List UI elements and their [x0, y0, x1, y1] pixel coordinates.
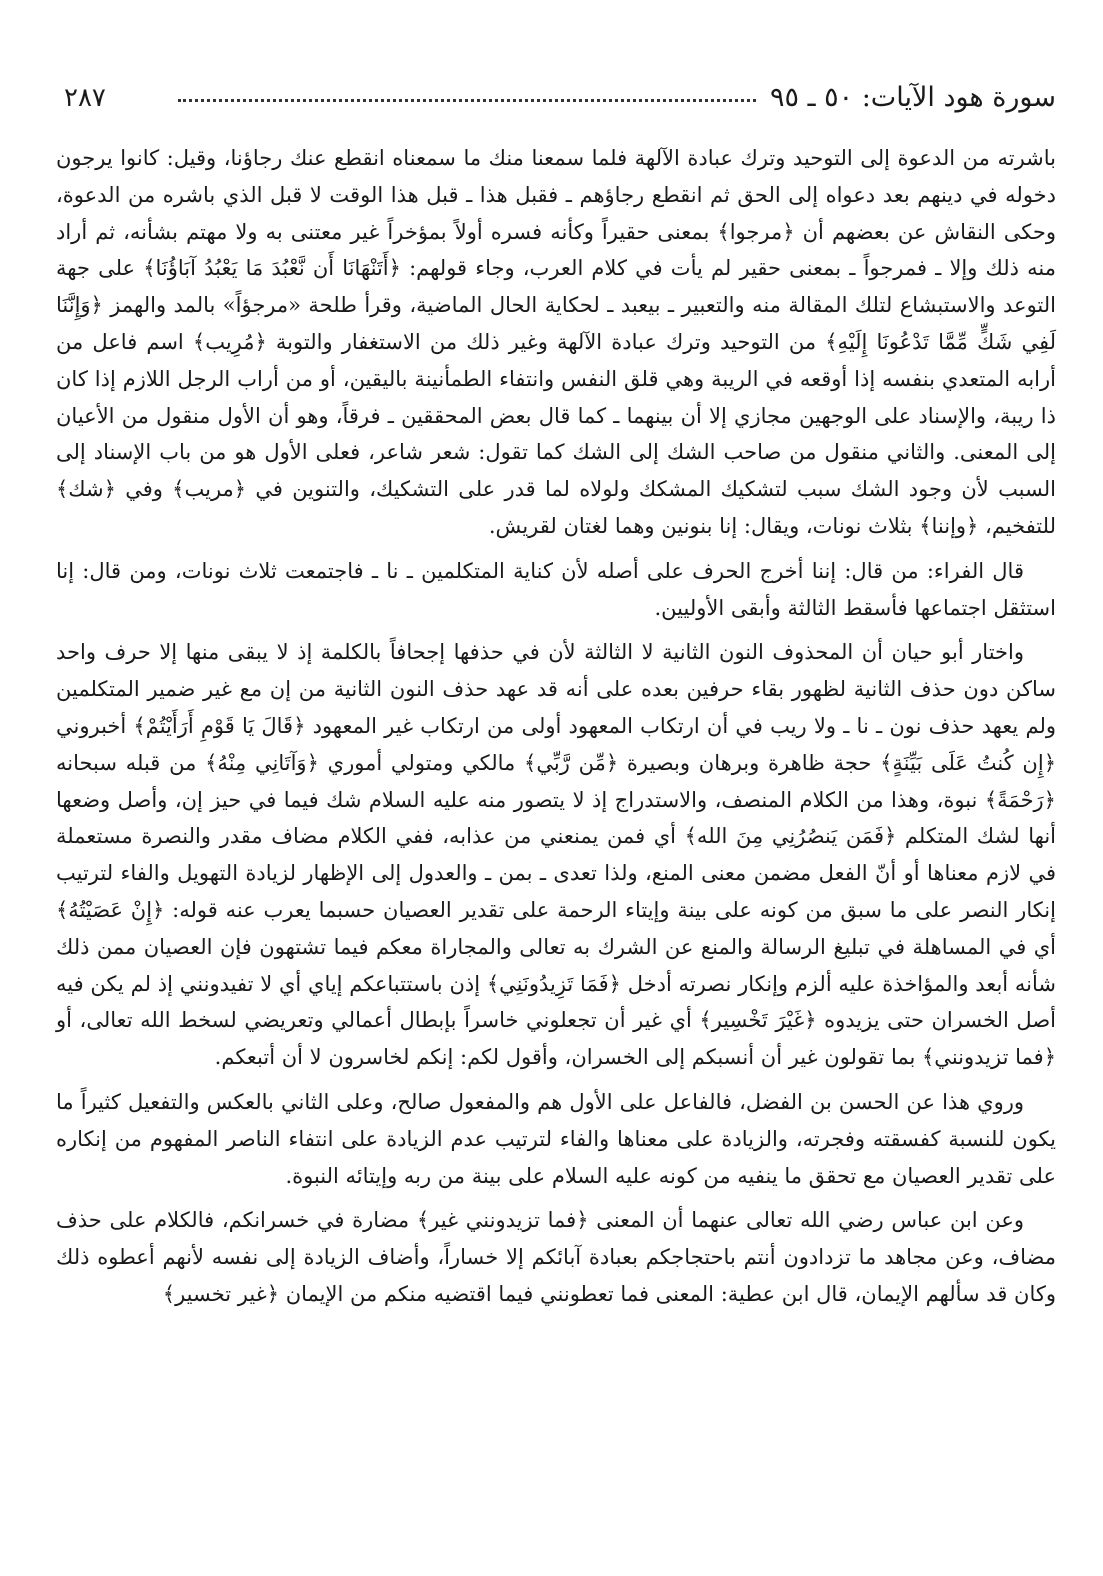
paragraph-4: وروي هذا عن الحسن بن الفضل، فالفاعل على الأول هم والمفعول صالح، وعلى الثاني بالعكس والتفعيل كثيراً ما يكون للنسبة كفسقته وفجرته، والزيادة على معناها والفاء لترتيب عدم الزيادة على انتفاء الناصر المفهوم من إنكاره على تقدير العصيان مع تحقق ما ينفيه من كونه عليه السلام على بينة من ربه وإيتائه النبوة. — [56, 1089, 1056, 1188]
page-number: ٢٨٧ — [64, 83, 106, 113]
running-header — [56, 78, 1056, 118]
paragraph-5: وعن ابن عباس رضي الله تعالى عنهما أن المعنى ﴿فما تزيدونني غير﴾ مضارة في خسرانكم، فالكلام على حذف مضاف، وعن مجاهد ما تزدادون أنتم باحتجاجكم بعبادة آبائكم إلا خساراً، وأضاف الزيادة إلى نفسه لأنهم أعطوه ذلك وكان قد سألهم الإيمان، قال ابن عطية: المعنى فما تعطونني فيما اقتضيه منكم من الإيمان ﴿غير تخسير﴾ — [56, 1208, 1056, 1306]
header-dotted-leader — [178, 99, 756, 102]
paragraph-1: باشرته من الدعوة إلى التوحيد وترك عبادة الآلهة فلما سمعنا منك ما سمعناه انقطع عنك رجاؤنا، وقيل: كانوا يرجون دخوله في دينهم بعد دعواه إلى الحق ثم انقطع رجاؤهم ـ فقبل هذا ـ قبل هذا الوقت لا قبل الذي باشره من الدعوة، وحكى النقاش عن بعضهم أن ﴿مرجوا﴾ بمعنى حقيراً وكأنه فسره أولاً بمؤخراً غير معتنى به ولا مهتم بشأنه، ثم أراد منه ذلك وإلا ـ فمرجواً ـ بمعنى حقير لم يأت في كلام العرب، وجاء قولهم: ﴿أَتَنْهَانَا أَن نَّعْبُدَ مَا يَعْبُدُ آبَاؤُنَا﴾ على جهة التوعد والاستبشاع لتلك المقالة منه والتعبير ـ بيعبد ـ لحكاية الحال الماضية، وقرأ طلحة «مرجؤاً» بالمد والهمز ﴿وَإِنَّنَا لَفِي شَكٍّ مِّمَّا تَدْعُونَا إِلَيْهِ﴾ من التوحيد وترك عبادة الآلهة وغير ذلك من الاستغفار والتوبة ﴿مُرِيب﴾ اسم فاعل من أرابه المتعدي بنفسه إذا أوقعه في الريبة وهي قلق النفس وانتفاء الطمأنينة باليقين، أو من أراب الرجل اللازم إذا كان ذا ريبة، والإسناد على الوجهين مجازي إلا أن بينهما ـ كما قال بعض المحققين ـ فرقاً، وهو أن الأول منقول من الأعيان إلى المعنى. والثاني منقول من صاحب الشك إلى الشك كما تقول: شعر شاعر، فعلى الأول هو من باب الإسناد إلى السبب لأن وجود الشك سبب لتشكيك المشكك ولولاه لما قدر على التشكيك، والتنوين في ﴿مريب﴾ وفي ﴿شك﴾ للتفخيم، ﴿وإننا﴾ بثلاث نونات، ويقال: إنا بنونين وهما لغتان لقريش. — [56, 146, 1056, 538]
paragraph-3: واختار أبو حيان أن المحذوف النون الثانية لا الثالثة لأن في حذفها إجحافاً بالكلمة إذ لا يبقى منها إلا حرف واحد ساكن دون حذف الثانية لظهور بقاء حرفين بعده على أنه قد عهد حذف النون الثانية من إن مع غير ضمير المتكلمين ولم يعهد حذف نون ـ نا ـ ولا ريب في أن ارتكاب المعهود أولى من ارتكاب غير المعهود ﴿قَالَ يَا قَوْمِ أَرَأَيْتُمْ﴾ أخبروني ﴿إِن كُنتُ عَلَى بَيِّنَةٍ﴾ حجة ظاهرة وبرهان وبصيرة ﴿مِّن رَّبِّي﴾ مالكي ومتولي أموري ﴿وَآتَانِي مِنْهُ﴾ من قبله سبحانه ﴿رَحْمَةً﴾ نبوة، وهذا من الكلام المنصف، والاستدراج إذ لا يتصور منه عليه السلام شك فيما في حيز إن، وأصل وضعها أنها لشك المتكلم ﴿فَمَن يَنصُرُنِي مِنَ الله﴾ أي فمن يمنعني من عذابه، ففي الكلام مضاف مقدر والنصرة مستعملة في لازم معناها أو أنّ الفعل مضمن معنى المنع، ولذا تعدى ـ بمن ـ والعدول إلى الإظهار لزيادة التهويل والفاء لترتيب إنكار النصر على ما سبق من كونه على بينة وإيتاء الرحمة على تقدير العصيان حسبما يعرب عنه قوله: ﴿إِنْ عَصَيْتُهُ﴾ أي في المساهلة في تبليغ الرسالة والمنع عن الشرك به تعالى والمجاراة معكم فيما تشتهون فإن العصيان ممن ذلك شأنه أبعد والمؤاخذة عليه ألزم وإنكار نصرته أدخل ﴿فَمَا تَزِيدُونَنِي﴾ إذن باستتباعكم إياي أي لا تفيدونني إذ لم يكن فيه أصل الخسران حتى يزيدوه ﴿غَيْرَ تَخْسِير﴾ أي غير أن تجعلوني خاسراً بإبطال أعمالي وتعريضي لسخط الله تعالى، أو ﴿فما تزيدونني﴾ بما تقولون غير أن أنسبكم إلى الخسران، وأقول لكم: إنكم لخاسرون لا أن أتبعكم. — [56, 640, 1057, 1070]
paragraph-2: قال الفراء: من قال: إننا أخرج الحرف على أصله لأن كناية المتكلمين ـ نا ـ فاجتمعت ثلاث نونات، ومن قال: إنا استثقل اجتماعها فأسقط الثالثة وأبقى الأوليين. — [56, 558, 1056, 620]
surah-title: سورة هود الآيات: ٥٠ ـ ٩٥ — [770, 82, 1056, 113]
book-page — [56, 60, 1056, 1540]
body-text — [56, 140, 1056, 1321]
